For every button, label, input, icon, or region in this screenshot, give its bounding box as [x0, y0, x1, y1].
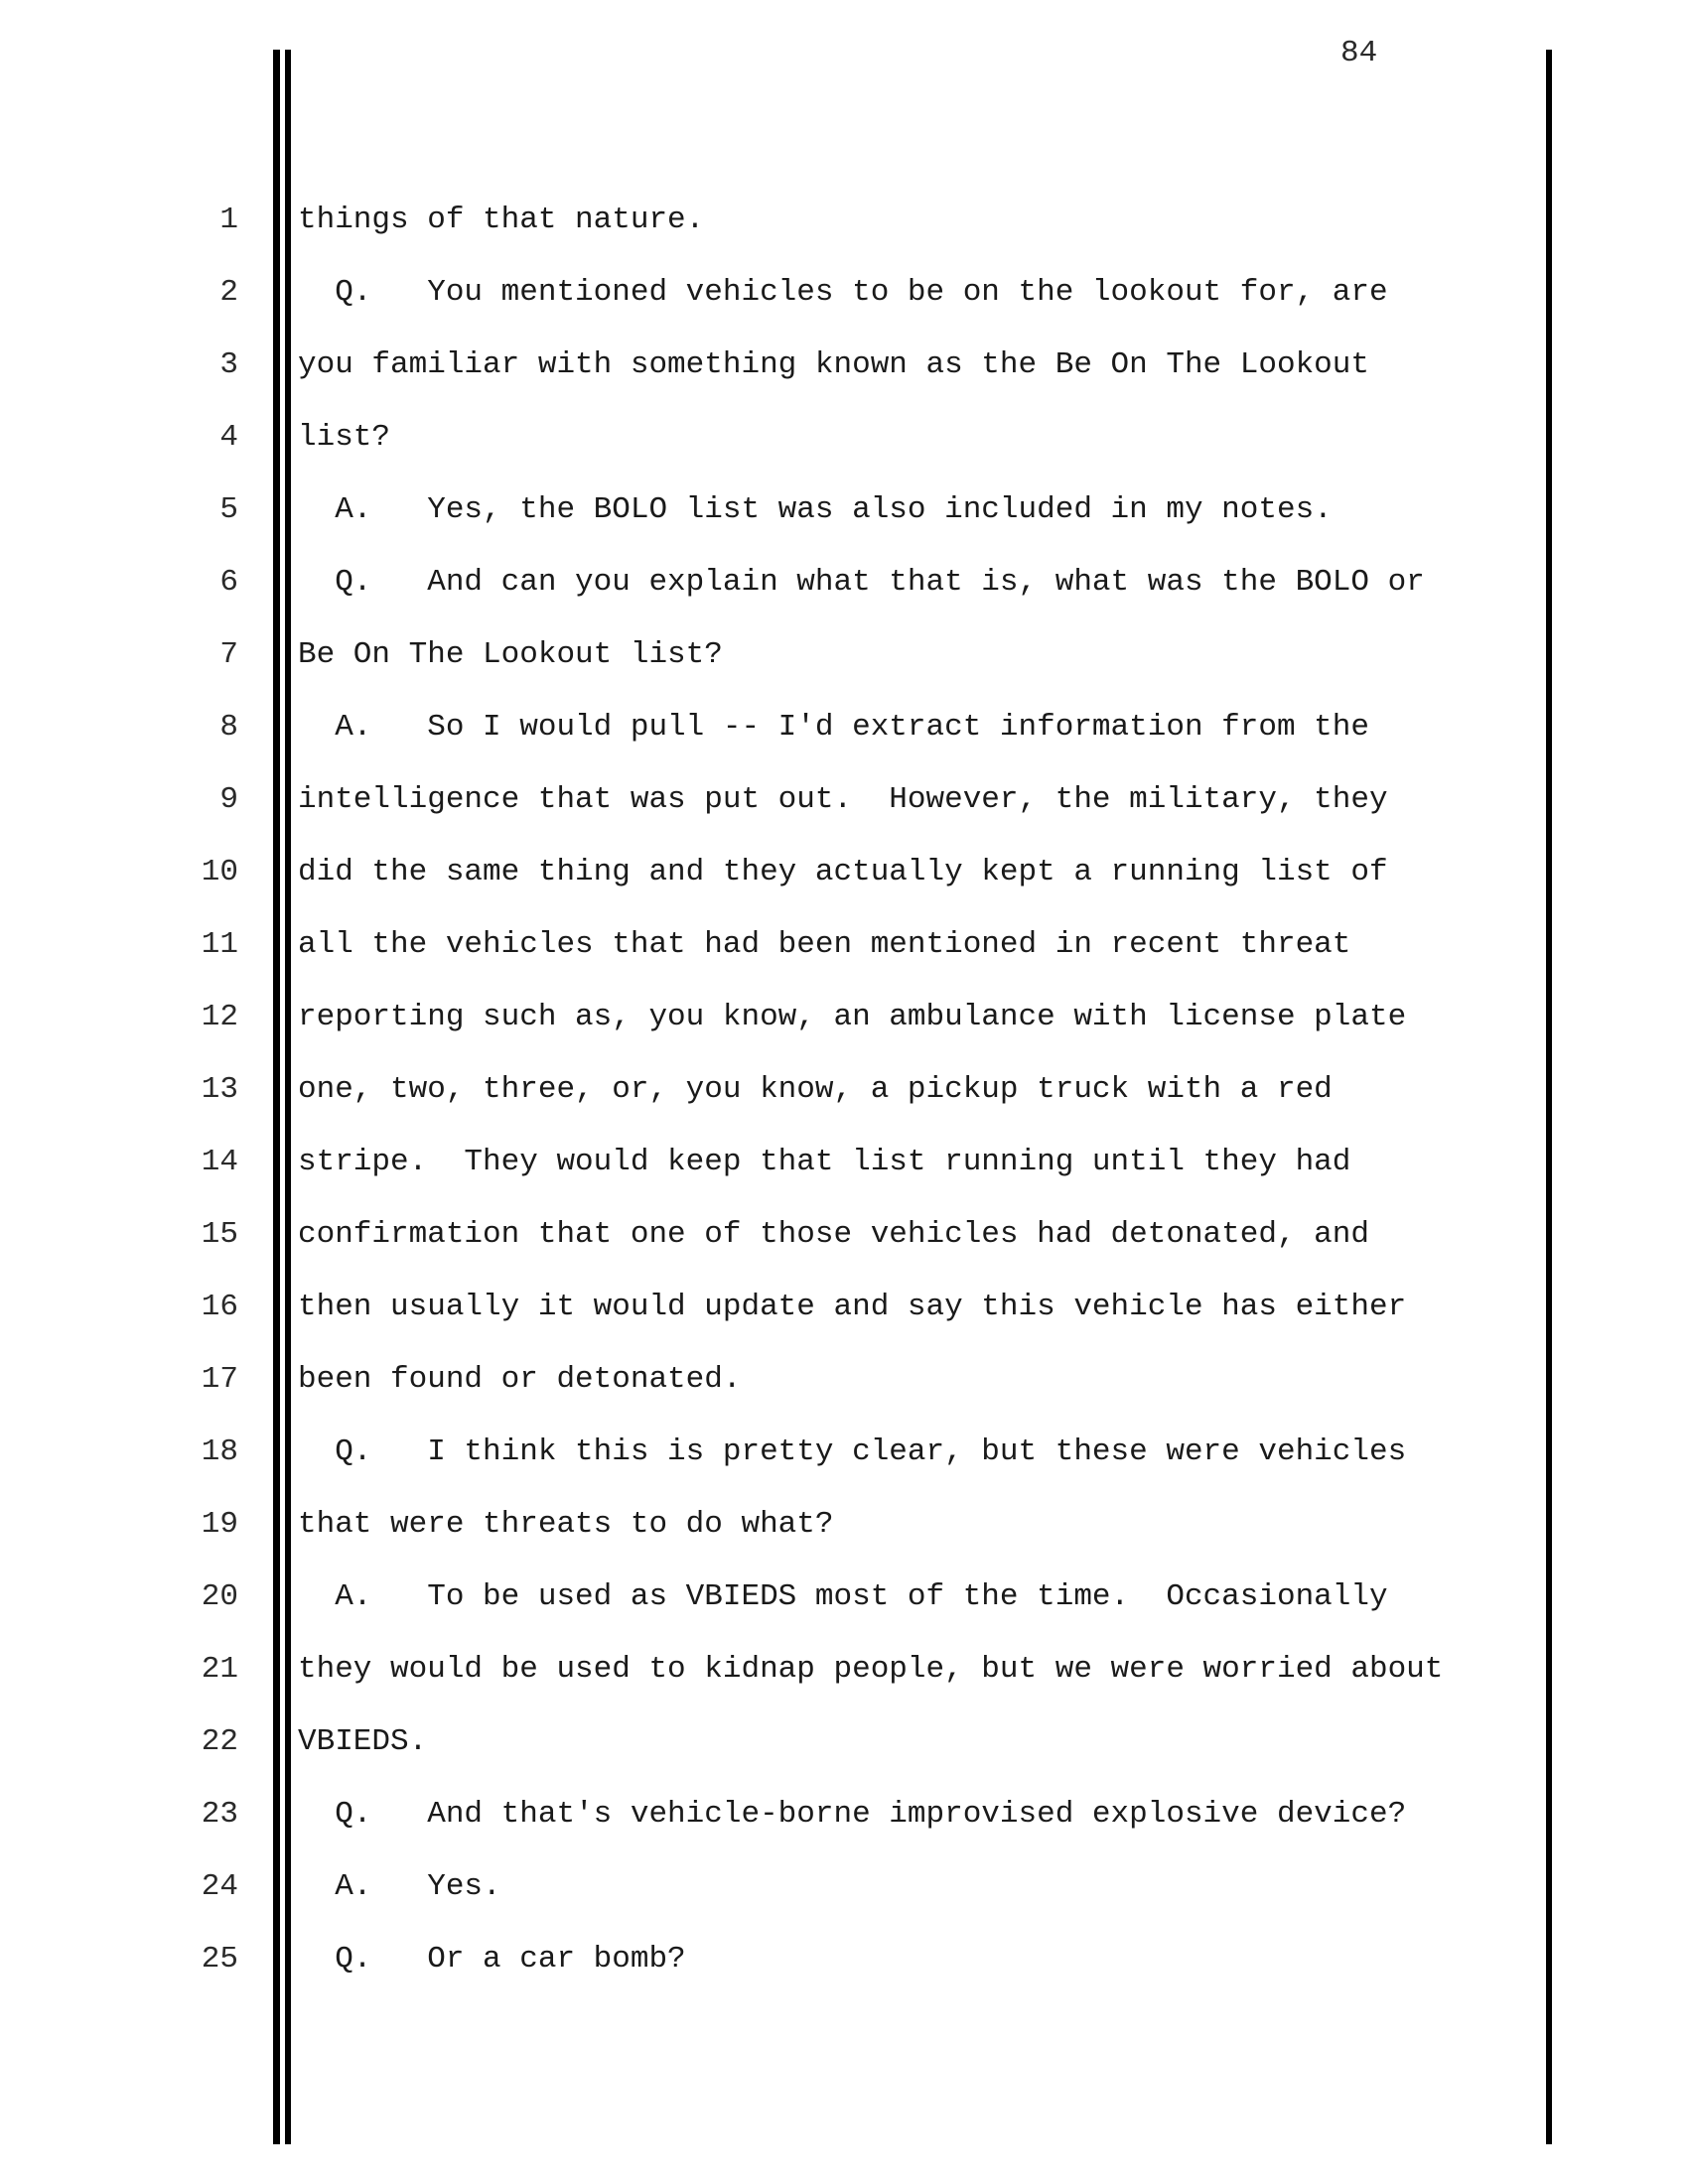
line-number: 14 [201, 1145, 238, 1179]
transcript-line [0, 1070, 1688, 1142]
transcript-line [0, 1650, 1688, 1721]
line-number: 21 [201, 1652, 238, 1687]
transcript-line [0, 1505, 1688, 1576]
line-number: 22 [201, 1724, 238, 1759]
line-text: A. To be used as VBIEDS most of the time. Occasionally [298, 1579, 1388, 1614]
transcript-line [0, 925, 1688, 997]
line-number: 2 [219, 275, 238, 310]
line-text: one, two, three, or, you know, a pickup truck with a red [298, 1072, 1333, 1107]
line-text: did the same thing and they actually kept a running list of [298, 855, 1388, 889]
transcript-line [0, 780, 1688, 852]
transcript-line [0, 1577, 1688, 1649]
line-number: 5 [219, 492, 238, 527]
line-text: A. Yes, the BOLO list was also included in my notes. [298, 492, 1333, 527]
line-number: 1 [219, 203, 238, 237]
line-text: been found or detonated. [298, 1362, 742, 1397]
line-text: stripe. They would keep that list running until they had [298, 1145, 1351, 1179]
transcript-line [0, 1143, 1688, 1214]
line-number: 18 [201, 1434, 238, 1469]
transcript-line [0, 345, 1688, 417]
transcript-line [0, 1867, 1688, 1939]
transcript-line [0, 1433, 1688, 1504]
line-number: 13 [201, 1072, 238, 1107]
line-number: 20 [201, 1579, 238, 1614]
transcript-line [0, 490, 1688, 562]
line-number: 7 [219, 637, 238, 672]
transcript-line [0, 853, 1688, 924]
transcript-line [0, 1940, 1688, 2011]
line-number: 24 [201, 1869, 238, 1904]
line-text: all the vehicles that had been mentioned in recent threat [298, 927, 1351, 962]
line-number: 16 [201, 1290, 238, 1324]
line-text: they would be used to kidnap people, but we were worried about [298, 1652, 1444, 1687]
transcript-line [0, 1215, 1688, 1287]
transcript-line [0, 708, 1688, 779]
transcript-line [0, 635, 1688, 707]
line-text: intelligence that was put out. However, the military, they [298, 782, 1388, 817]
line-number: 4 [219, 420, 238, 455]
transcript-line [0, 201, 1688, 272]
line-number: 6 [219, 565, 238, 600]
line-text: confirmation that one of those vehicles had detonated, and [298, 1217, 1369, 1252]
transcript-line [0, 418, 1688, 489]
transcript-line [0, 998, 1688, 1069]
transcript-line [0, 1722, 1688, 1794]
line-text: Q. Or a car bomb? [298, 1942, 686, 1977]
line-number: 15 [201, 1217, 238, 1252]
line-number: 25 [201, 1942, 238, 1977]
line-text: you familiar with something known as the Be On The Lookout [298, 347, 1369, 382]
line-text: Be On The Lookout list? [298, 637, 723, 672]
line-number: 11 [201, 927, 238, 962]
transcript-line [0, 563, 1688, 634]
line-text: things of that nature. [298, 203, 705, 237]
transcript-line [0, 273, 1688, 344]
transcript-line [0, 1360, 1688, 1432]
line-number: 19 [201, 1507, 238, 1542]
line-text: Q. I think this is pretty clear, but these were vehicles [298, 1434, 1407, 1469]
line-text: Q. And that's vehicle-borne improvised explosive device? [298, 1797, 1407, 1832]
line-text: A. Yes. [298, 1869, 501, 1904]
transcript-line [0, 1795, 1688, 1866]
line-text: VBIEDS. [298, 1724, 428, 1759]
transcript-line [0, 1288, 1688, 1359]
line-number: 10 [201, 855, 238, 889]
line-text: list? [298, 420, 391, 455]
line-text: reporting such as, you know, an ambulance with license plate [298, 1000, 1407, 1034]
line-number: 9 [219, 782, 238, 817]
line-number: 23 [201, 1797, 238, 1832]
line-text: Q. You mentioned vehicles to be on the lookout for, are [298, 275, 1388, 310]
line-text: that were threats to do what? [298, 1507, 834, 1542]
line-number: 17 [201, 1362, 238, 1397]
line-text: A. So I would pull -- I'd extract information from the [298, 710, 1369, 745]
line-number: 3 [219, 347, 238, 382]
line-text: then usually it would update and say this vehicle has either [298, 1290, 1407, 1324]
line-text: Q. And can you explain what that is, what was the BOLO or [298, 565, 1425, 600]
line-number: 12 [201, 1000, 238, 1034]
line-number: 8 [219, 710, 238, 745]
page-number: 84 [1340, 36, 1378, 70]
